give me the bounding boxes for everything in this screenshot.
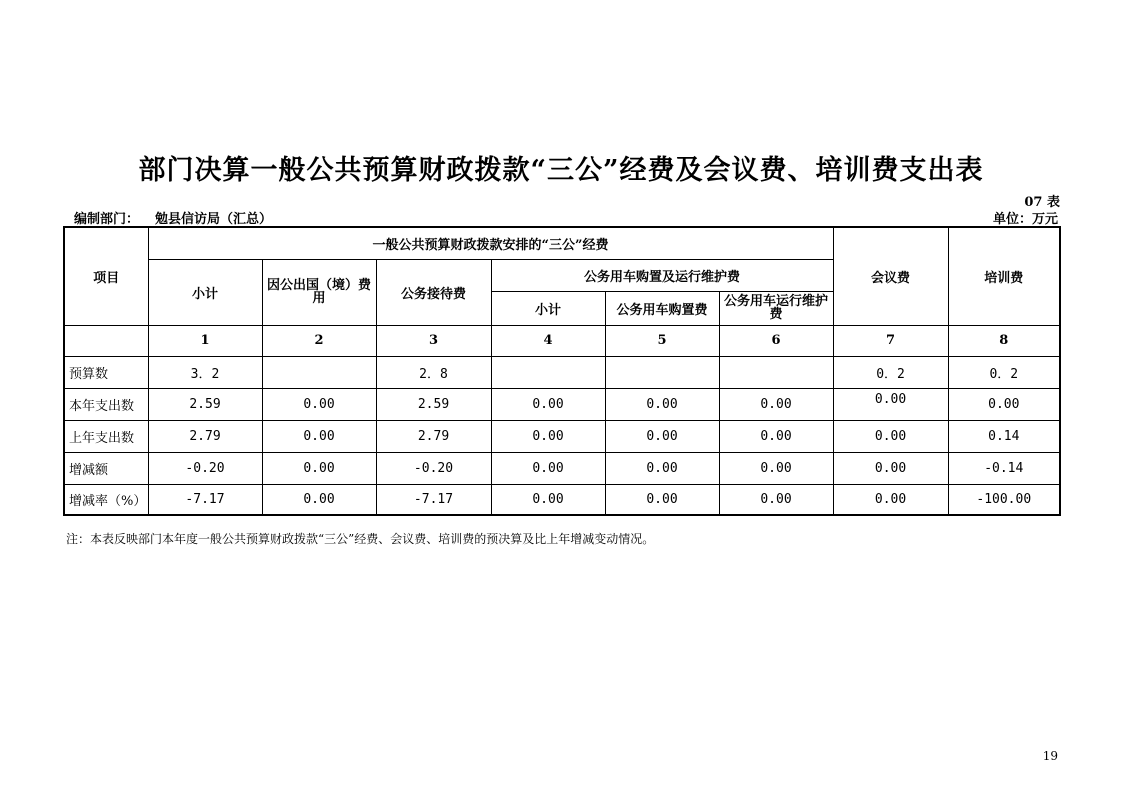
header-abroad: 因公出国（境）费用 [262,259,376,325]
org-line [74,208,272,227]
header-subtotal: 小计 [148,259,262,325]
table-cell: 0.00 [719,484,833,515]
form-number: 07 表 [1024,195,1060,210]
header-reception: 公务接待费 [376,259,491,325]
column-number-row [64,325,1060,356]
table-cell: -7.17 [376,484,491,515]
table-cell: 0.00 [833,452,948,484]
table-cell: 0．2 [948,356,1060,388]
table-row [64,484,1060,515]
table-row [64,420,1060,452]
table-cell [262,356,376,388]
column-number: 1 [148,325,262,356]
table-cell: 2.59 [148,388,262,420]
table-cell: 2.79 [148,420,262,452]
table-note: 注：本表反映部门本年度一般公共预算财政拨款“三公”经费、会议费、培训费的预决算及比上年增减变动情况。 [66,532,655,546]
table-row [64,452,1060,484]
column-number: 8 [948,325,1060,356]
table-cell: 0.00 [491,388,605,420]
row-label: 上年支出数 [64,420,148,452]
table-cell: 0.00 [262,420,376,452]
row-label: 本年支出数 [64,388,148,420]
header-vehicle-maint: 公务用车运行维护费 [719,291,833,325]
column-number: 6 [719,325,833,356]
header-vehicle-purchase: 公务用车购置费 [605,291,719,325]
table-cell: -100.00 [948,484,1060,515]
table-cell [491,356,605,388]
page-title: 部门决算一般公共预算财政拨款“三公”经费及会议费、培训费支出表 [138,155,984,186]
unit-label: 单位：万元 [992,212,1058,227]
table-cell: 0.00 [719,452,833,484]
table-cell [605,356,719,388]
column-number: 4 [491,325,605,356]
table-cell: 0.00 [948,388,1060,420]
org-label: 编制部门： [74,212,140,227]
table-cell: 0.00 [719,388,833,420]
header-vehicle-group: 公务用车购置及运行维护费 [491,259,833,291]
table-cell: 0.00 [833,388,948,420]
column-number: 2 [262,325,376,356]
row-label: 预算数 [64,356,148,388]
column-number: 5 [605,325,719,356]
expense-table [63,226,1061,516]
table-cell: -0.20 [148,452,262,484]
table-cell: 0.00 [605,420,719,452]
column-number: 3 [376,325,491,356]
column-number-blank [64,325,148,356]
table-cell: 0.00 [833,484,948,515]
table-cell: 0.00 [491,452,605,484]
row-label: 增减率（%） [64,484,148,515]
page-number: 19 [1042,749,1058,763]
header-vehicle-subtotal: 小计 [491,291,605,325]
header-training: 培训费 [948,227,1060,325]
table-cell: 2.79 [376,420,491,452]
table-row [64,356,1060,388]
table-cell: 0．2 [833,356,948,388]
table-cell: 0.00 [262,388,376,420]
table-cell: 0.00 [491,484,605,515]
table-cell: 0.00 [719,420,833,452]
table-cell: 0.00 [491,420,605,452]
table-cell: 0.14 [948,420,1060,452]
table-cell: 0.00 [605,452,719,484]
table-cell: 2．8 [376,356,491,388]
header-group-main: 一般公共预算财政拨款安排的“三公”经费 [148,227,833,259]
org-value: 勉县信访局（汇总） [155,212,273,227]
table-cell: -0.14 [948,452,1060,484]
table-cell: 0.00 [262,452,376,484]
table-cell: 0.00 [262,484,376,515]
table-cell: 0.00 [605,484,719,515]
row-label: 增减额 [64,452,148,484]
table-cell: 2.59 [376,388,491,420]
table-cell [719,356,833,388]
table-row [64,388,1060,420]
header-item: 项目 [64,227,148,325]
column-number: 7 [833,325,948,356]
table-cell: -0.20 [376,452,491,484]
table-cell: 3．2 [148,356,262,388]
table-cell: 0.00 [605,388,719,420]
table-cell: -7.17 [148,484,262,515]
header-meeting: 会议费 [833,227,948,325]
table-cell: 0.00 [833,420,948,452]
